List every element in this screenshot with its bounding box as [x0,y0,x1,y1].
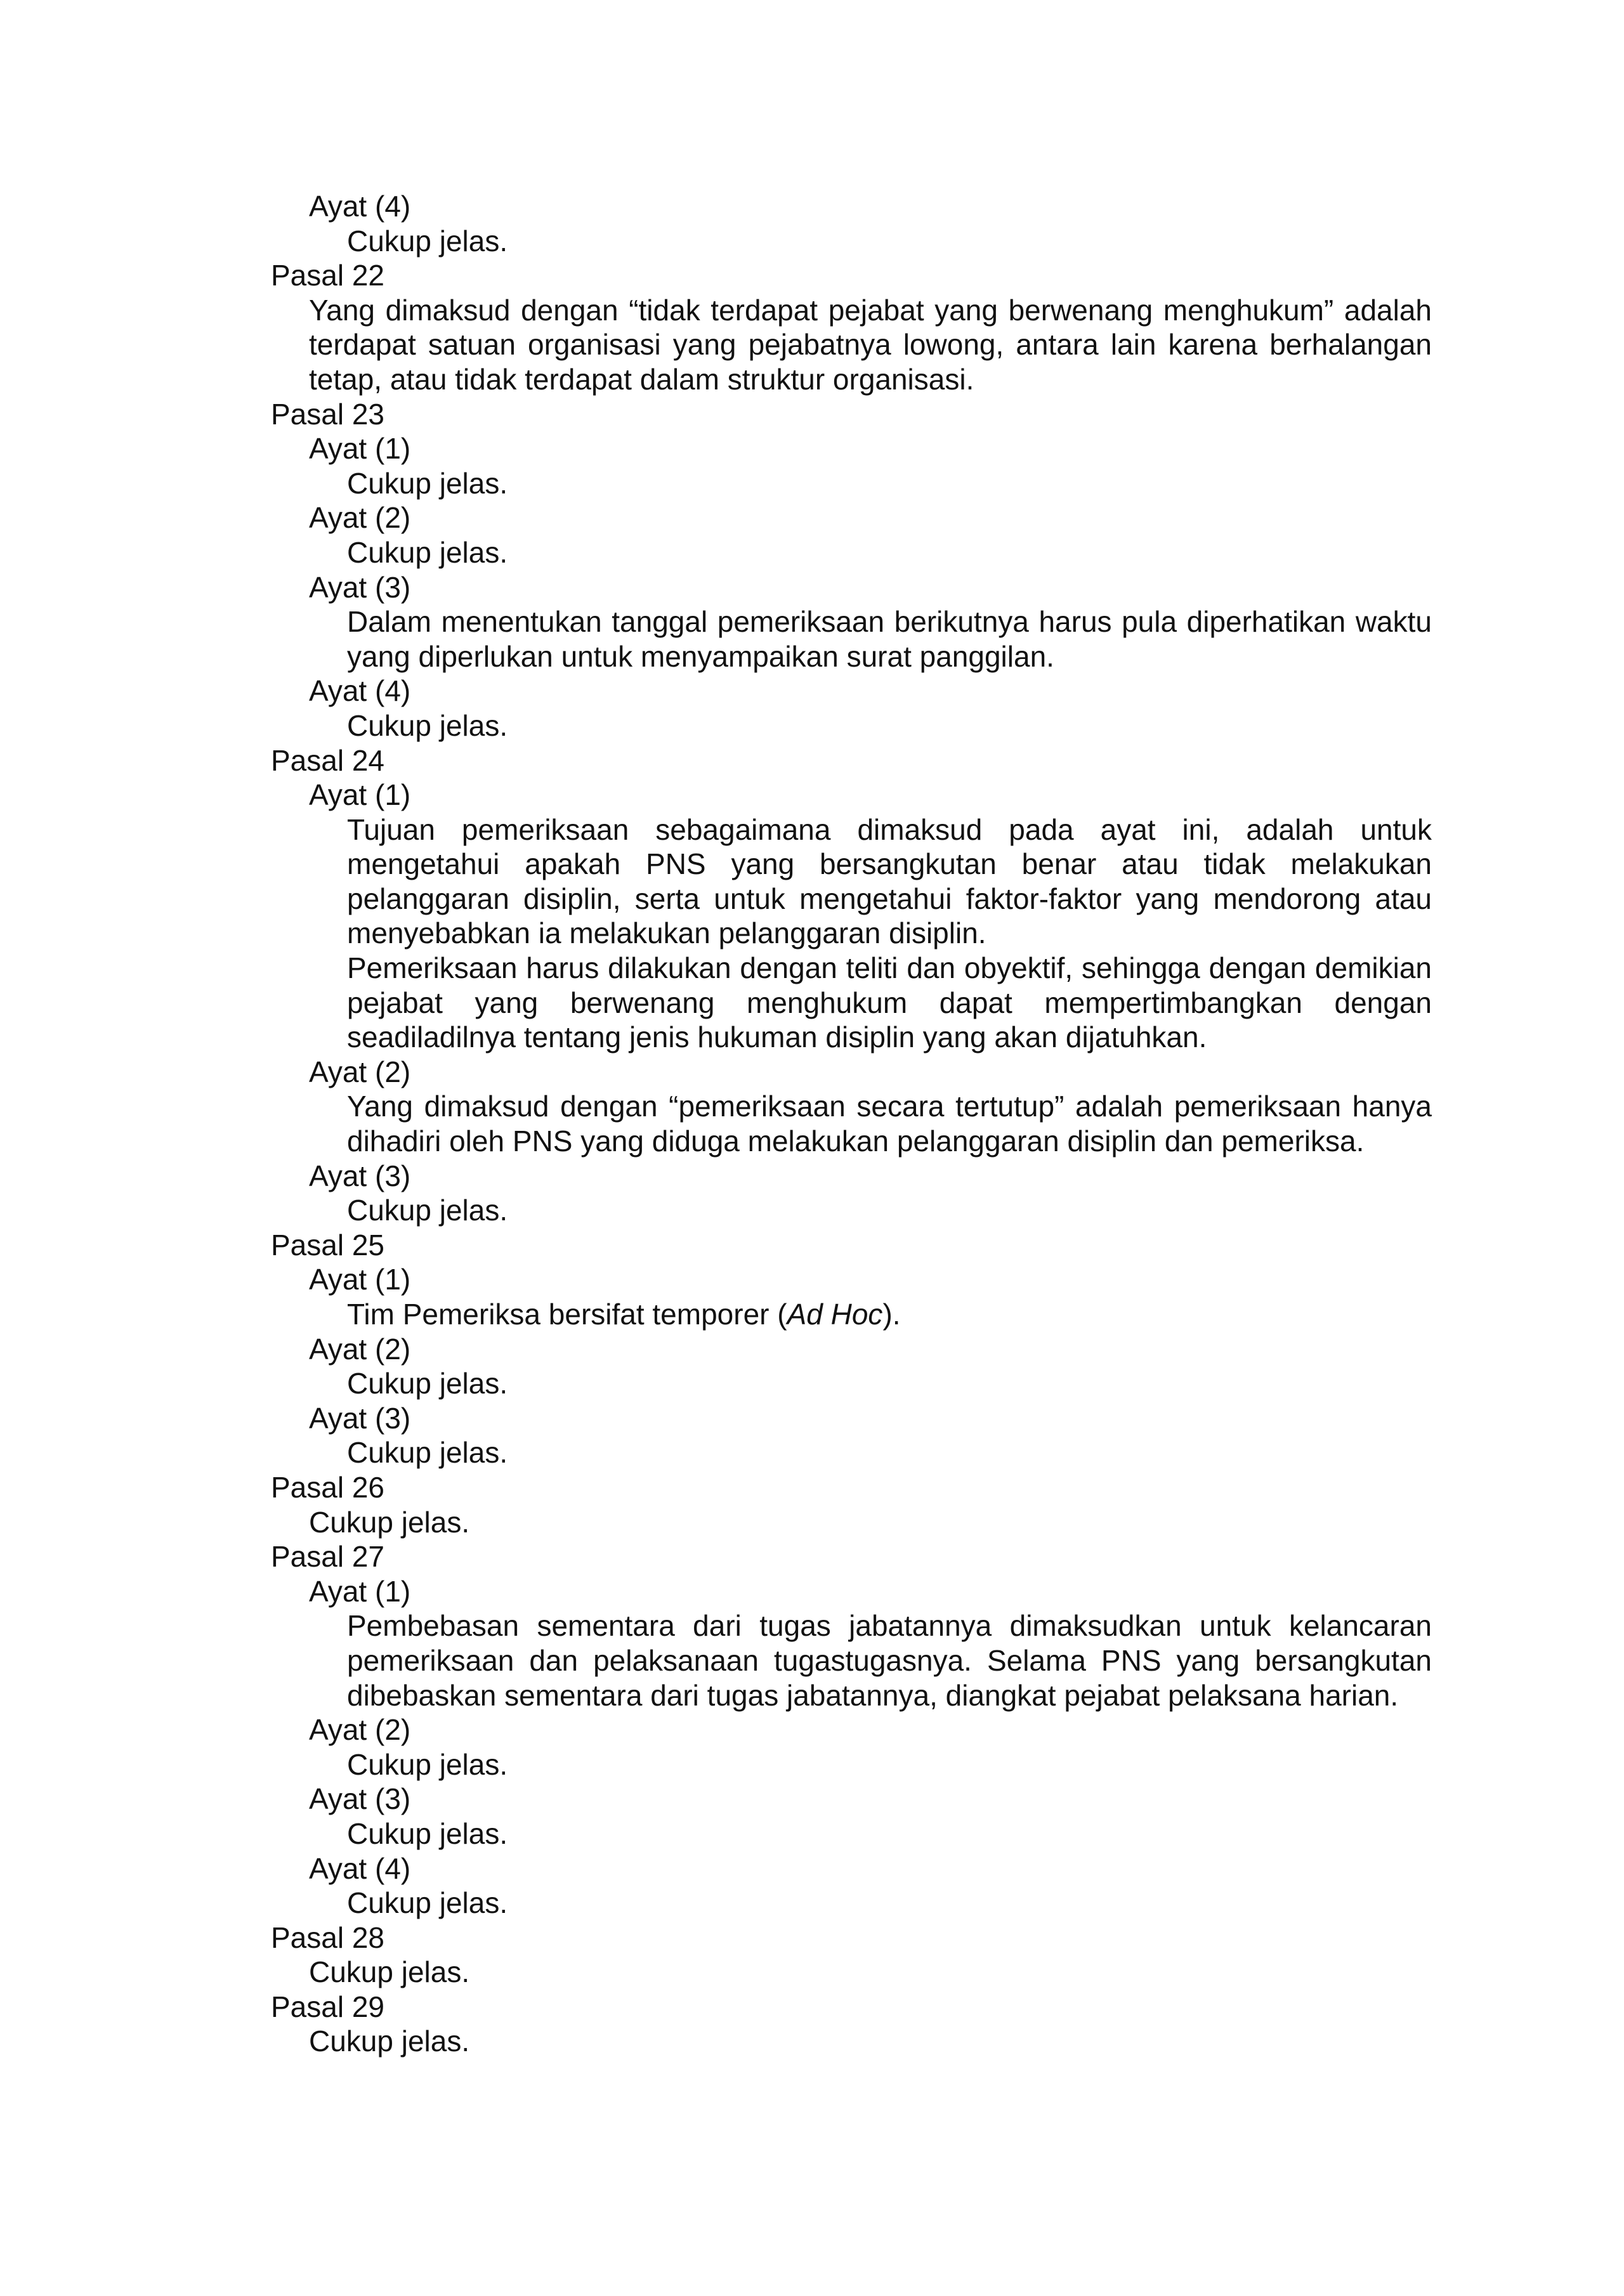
pasal-heading: Pasal 26 [271,1470,385,1504]
text-run: Tim Pemeriksa bersifat temporer ( [347,1298,787,1331]
ayat-heading: Ayat (1) [309,1574,411,1608]
italic-term: Ad Hoc [787,1298,883,1331]
pasal-24-ayat-1-text-a: Tujuan pemeriksaan sebagaimana dimaksud pada ayat ini, adalah untuk mengetahui apakah PNS yang bersangkutan benar atau tidak melakukan pelanggaran disiplin, serta untuk mengetahui faktor-faktor yang mendorong atau menyebabkan ia melakukan pelanggaran disiplin. [347,812,1432,950]
ayat-heading: Ayat (2) [309,501,411,535]
pasal-24-ayat-1-text-b: Pemeriksaan harus dilakukan dengan teliti dan obyektif, sehingga dengan demikian pejabat yang berwenang menghukum dapat mempertimbangkan dengan seadiladilnya tentang jenis hukuman disiplin yang akan dijatuhkan. [347,951,1432,1054]
ayat-heading: Ayat (2) [309,1055,411,1088]
ayat-heading: Ayat (4) [309,190,411,223]
text-run: ). [882,1298,901,1331]
ayat-heading: Ayat (1) [309,778,411,812]
pasal-heading: Pasal 23 [271,397,385,431]
pasal-22-text: Yang dimaksud dengan “tidak terdapat pejabat yang berwenang menghukum” adalah terdapat satuan organisasi yang pejabatnya lowong, antara lain karena berhalangan tetap, atau tidak terdapat dalam struktur organisasi. [309,293,1432,396]
pasal-25-ayat-1-text [271,1297,1432,1332]
pasal-heading: Pasal 27 [271,1540,385,1574]
pasal-27-ayat-1-text: Pembebasan sementara dari tugas jabatannya dimaksudkan untuk kelancaran pemeriksaan dan pelaksanaan tugastugasnya. Selama PNS yang bersangkutan dibebaskan sementara dari tugas jabatannya, diangkat pejabat pelaksana harian. [347,1609,1432,1712]
pasal-24-ayat-2-text: Yang dimaksud dengan “pemeriksaan secara tertutup” adalah pemeriksaan hanya dihadiri oleh PNS yang diduga melakukan pelanggaran disiplin dan pemeriksa. [347,1090,1432,1158]
ayat-heading: Ayat (3) [309,1159,411,1192]
pasal-heading: Pasal 24 [271,743,385,777]
pasal-heading: Pasal 22 [271,259,385,292]
ayat-text: Cukup jelas. [347,1886,508,1920]
pasal-text: Cukup jelas. [309,1955,470,1989]
pasal-heading: Pasal 25 [271,1228,385,1262]
pasal-heading: Pasal 29 [271,1990,385,2023]
ayat-heading: Ayat (3) [309,570,411,604]
ayat-text: Cukup jelas. [347,1367,508,1400]
ayat-text: Cukup jelas. [347,1747,508,1781]
ayat-text: Cukup jelas. [347,1436,508,1470]
ayat-heading: Ayat (3) [309,1401,411,1435]
ayat-text: Cukup jelas. [347,535,508,569]
pasal-23-ayat-3-text: Dalam menentukan tanggal pemeriksaan berikutnya harus pula diperhatikan waktu yang diperlukan untuk menyampaikan surat panggilan. [347,605,1432,673]
ayat-heading: Ayat (1) [309,432,411,466]
ayat-heading: Ayat (2) [309,1332,411,1366]
pasal-text: Cukup jelas. [309,1505,470,1539]
document-page [271,189,1432,2059]
ayat-heading: Ayat (4) [309,1851,411,1885]
ayat-text: Cukup jelas. [347,708,508,742]
ayat-text: Cukup jelas. [347,224,508,258]
ayat-heading: Ayat (3) [309,1782,411,1816]
pasal-heading: Pasal 28 [271,1921,385,1954]
ayat-heading: Ayat (2) [309,1713,411,1747]
pasal-text: Cukup jelas. [309,2025,470,2058]
ayat-text: Cukup jelas. [347,1194,508,1227]
ayat-heading: Ayat (4) [309,674,411,708]
ayat-text: Cukup jelas. [347,1817,508,1850]
ayat-heading: Ayat (1) [309,1263,411,1296]
ayat-text: Cukup jelas. [347,466,508,500]
